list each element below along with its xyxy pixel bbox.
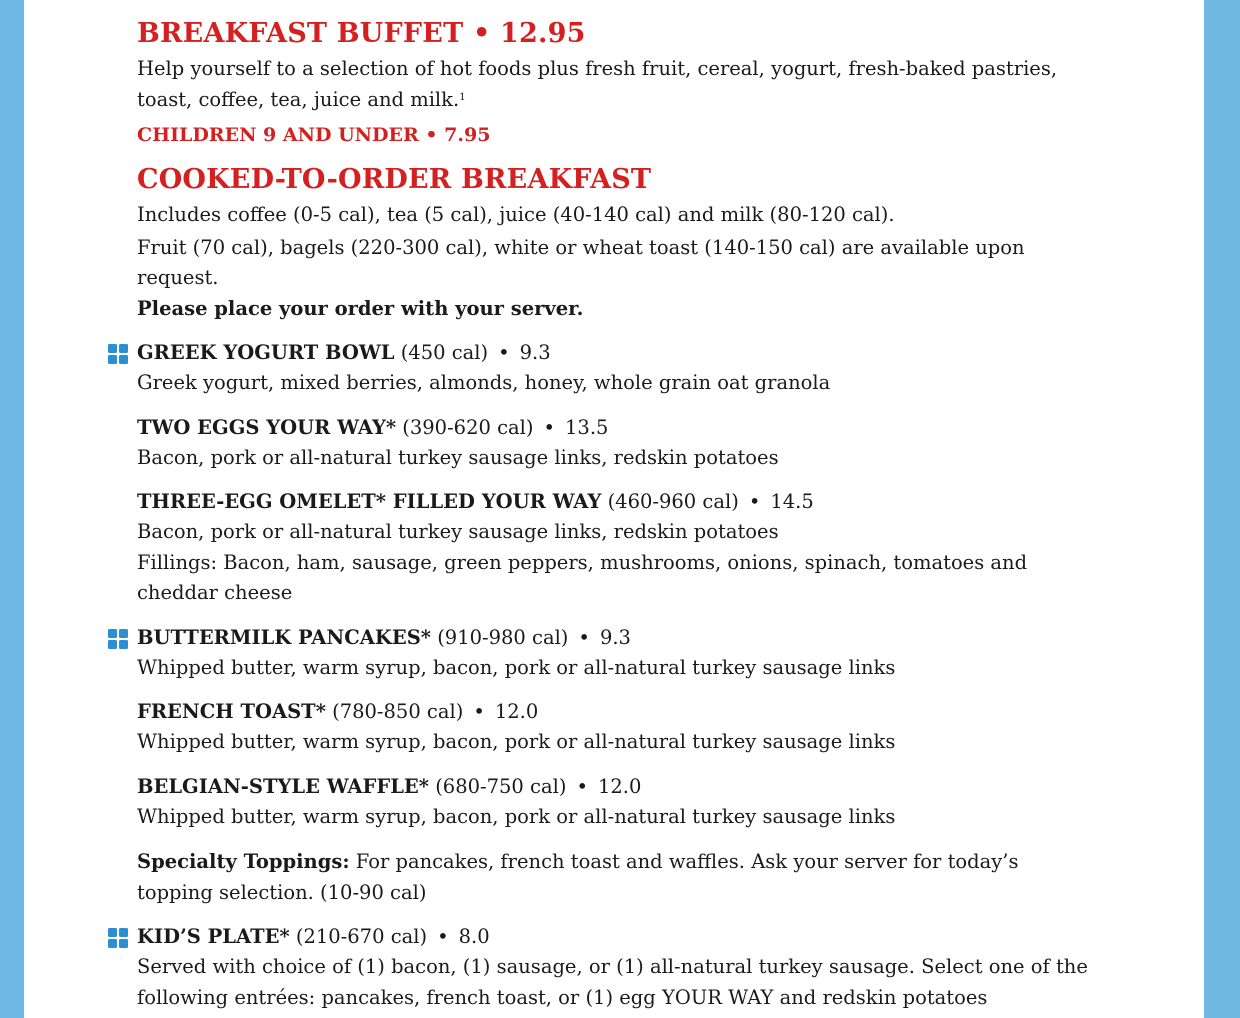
healthy-choice-icon — [108, 928, 128, 948]
left-border — [0, 0, 24, 1018]
item-price: 12.0 — [597, 774, 642, 798]
menu-item — [137, 697, 1097, 758]
item-description: Served with choice of (1) bacon, (1) sausage, or (1) all-natural turkey sausage. Select one of the following entrées: pancakes, french toast, or (1) egg YOUR WAY and redskin potatoes — [137, 955, 1088, 1009]
toppings-label: Specialty Toppings: — [137, 850, 350, 873]
buffet-section — [137, 14, 1097, 150]
item-price: 8.0 — [458, 925, 490, 948]
item-description: Whipped butter, warm syrup, bacon, pork or all-natural turkey sausage links — [137, 655, 896, 679]
item-calories: (450 cal) — [400, 341, 489, 364]
item-header — [137, 697, 1097, 727]
healthy-choice-icon — [108, 344, 128, 364]
item-fillings: Fillings: Bacon, ham, sausage, green peppers, mushrooms, onions, spinach, tomatoes and cheddar cheese — [137, 550, 1028, 604]
cooked-line-1: Includes coffee (0-5 cal), tea (5 cal), juice (40-140 cal) and milk (80-120 cal). — [137, 203, 895, 226]
item-header — [137, 922, 1097, 952]
toppings-text: For pancakes, french toast and waffles. Ask your server for today’s topping selection. (10-90 cal) — [137, 850, 1019, 904]
item-name: TWO EGGS YOUR WAY* — [137, 415, 397, 439]
separator-dot: • — [498, 341, 510, 364]
item-name: FRENCH TOAST* — [137, 700, 326, 723]
cooked-title: COOKED-TO-ORDER BREAKFAST — [137, 164, 652, 195]
item-description: Bacon, pork or all-natural turkey sausage links, redskin potatoes — [137, 520, 779, 543]
item-price: 13.5 — [565, 415, 609, 439]
item-name: KID’S PLATE* — [137, 925, 290, 948]
item-price: 14.5 — [770, 490, 814, 513]
item-description: Whipped butter, warm syrup, bacon, pork or all-natural turkey sausage links — [137, 804, 896, 828]
item-header — [137, 487, 1097, 517]
item-header — [137, 413, 1097, 443]
item-header — [137, 338, 1097, 368]
item-description: Whipped butter, warm syrup, bacon, pork or all-natural turkey sausage links — [137, 730, 896, 753]
menu-item — [137, 413, 1097, 474]
item-calories: (390-620 cal) — [402, 415, 534, 439]
buffet-description — [137, 54, 1097, 115]
menu-item — [137, 623, 1097, 684]
specialty-toppings — [137, 847, 1097, 908]
item-calories: (460-960 cal) — [607, 490, 739, 513]
separator-dot: • — [473, 700, 485, 723]
children-price: CHILDREN 9 AND UNDER • 7.95 — [137, 124, 491, 146]
item-price: 9.3 — [519, 341, 551, 364]
menu-item — [137, 487, 1097, 609]
item-price: 12.0 — [494, 700, 539, 723]
cooked-line-2: Fruit (70 cal), bagels (220-300 cal), white or wheat toast (140-150 cal) are available upon request. — [137, 235, 1025, 289]
menu-item — [137, 772, 1097, 833]
breakfast-menu — [137, 14, 1097, 1013]
item-description: Bacon, pork or all-natural turkey sausage links, redskin potatoes — [137, 445, 779, 469]
item-name: THREE-EGG OMELET* FILLED YOUR WAY — [137, 490, 602, 513]
healthy-choice-icon — [108, 629, 128, 649]
item-header — [137, 623, 1097, 653]
separator-dot: • — [748, 490, 761, 513]
cooked-section — [137, 160, 1097, 324]
item-header — [137, 772, 1097, 802]
right-border — [1204, 0, 1240, 1018]
item-calories: (910-980 cal) — [437, 625, 569, 649]
separator-dot: • — [576, 774, 588, 798]
buffet-title: BREAKFAST BUFFET • 12.95 — [137, 18, 586, 49]
item-calories: (680-750 cal) — [435, 774, 567, 798]
item-calories: (780-850 cal) — [332, 700, 464, 723]
menu-item — [137, 338, 1097, 399]
item-description: Greek yogurt, mixed berries, almonds, honey, whole grain oat granola — [137, 371, 831, 394]
buffet-description-text: Help yourself to a selection of hot foods plus fresh fruit, cereal, yogurt, fresh-baked pastries, toast, coffee, tea, juice and milk. — [137, 57, 1058, 111]
item-name: BELGIAN-STYLE WAFFLE* — [137, 774, 429, 798]
separator-dot: • — [543, 415, 556, 439]
item-calories: (210-670 cal) — [295, 925, 428, 948]
menu-item — [137, 922, 1097, 1013]
separator-dot: • — [437, 925, 449, 948]
buffet-footnote: 1 — [459, 91, 466, 103]
cooked-line-3: Please place your order with your server. — [137, 296, 584, 320]
item-price: 9.3 — [599, 625, 631, 649]
item-name: BUTTERMILK PANCAKES* — [137, 625, 431, 649]
separator-dot: • — [578, 625, 590, 649]
item-name: GREEK YOGURT BOWL — [137, 341, 395, 364]
